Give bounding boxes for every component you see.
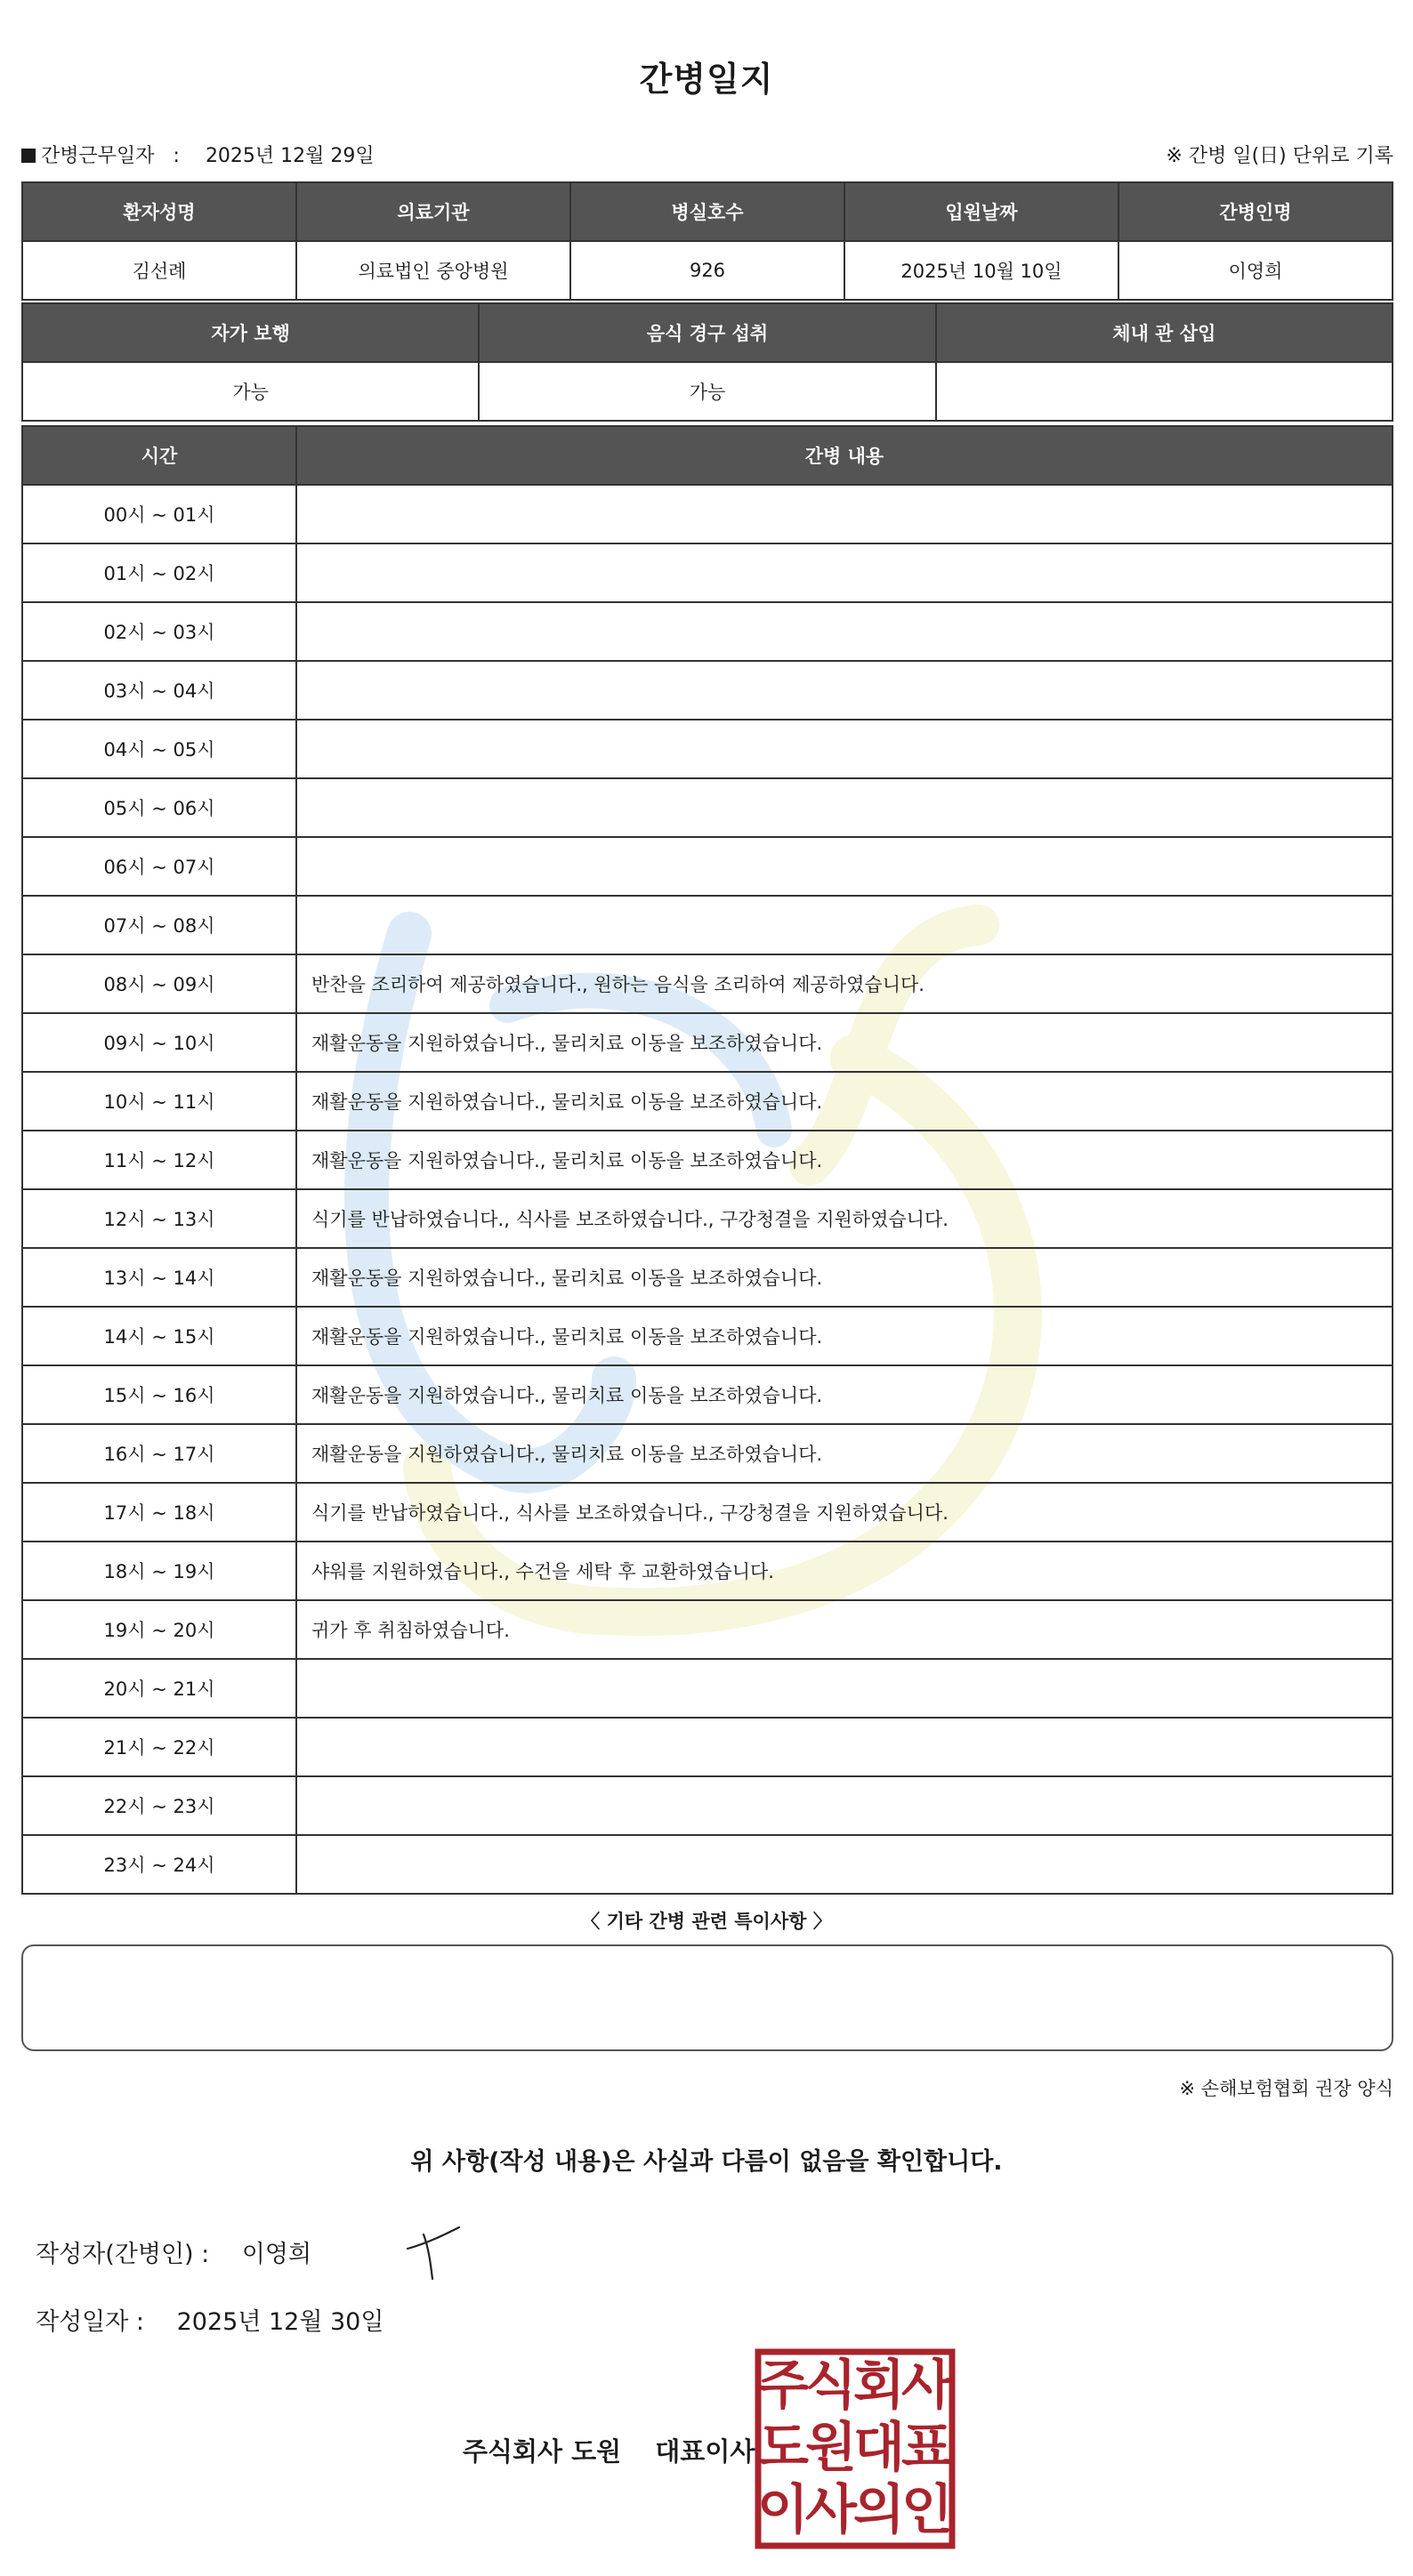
notes-box (21, 1944, 1393, 2051)
work-date-label: 간병근무일자 (41, 145, 155, 167)
seal-character: 의 (853, 2479, 905, 2541)
time-slot: 03시 ~ 04시 (22, 661, 296, 720)
table-row (22, 1659, 1393, 1718)
header-patient-name: 환자성명 (22, 182, 296, 241)
care-content (296, 543, 1393, 602)
header-self-walking: 자가 보행 (22, 303, 479, 362)
time-slot: 09시 ~ 10시 (22, 1013, 296, 1072)
time-slot: 21시 ~ 22시 (22, 1718, 296, 1776)
status-header-row (22, 303, 1393, 362)
time-slot: 12시 ~ 13시 (22, 1189, 296, 1248)
care-content: 반찬을 조리하여 제공하였습니다., 원하는 음식을 조리하여 제공하였습니다. (296, 954, 1393, 1013)
table-row (22, 1424, 1393, 1483)
time-slot: 22시 ~ 23시 (22, 1776, 296, 1835)
care-content (296, 485, 1393, 543)
admission-date: 2025년 10월 10일 (844, 241, 1118, 300)
form-note: ※ 손해보험협회 권장 양식 (1179, 2078, 1393, 2099)
table-row (22, 1483, 1393, 1542)
writer-label: 작성자(간병인) : (36, 2241, 210, 2268)
care-log-table (21, 425, 1393, 1895)
care-log-body (22, 485, 1393, 1894)
care-content: 귀가 후 취침하였습니다. (296, 1600, 1393, 1659)
header-institution: 의료기관 (296, 182, 570, 241)
seal-character: 원 (805, 2417, 857, 2479)
care-content (296, 1718, 1393, 1776)
time-slot: 04시 ~ 05시 (22, 720, 296, 778)
writer-name: 이영희 (241, 2241, 312, 2268)
care-content (296, 720, 1393, 778)
time-slot: 06시 ~ 07시 (22, 837, 296, 896)
time-slot: 11시 ~ 12시 (22, 1131, 296, 1189)
seal-character: 도 (757, 2417, 809, 2479)
time-slot: 05시 ~ 06시 (22, 778, 296, 837)
patient-info-header-row (22, 182, 1393, 241)
table-row (22, 1131, 1393, 1189)
square-bullet-icon (21, 149, 36, 163)
care-content (296, 1659, 1393, 1718)
seal-character: 대 (853, 2417, 905, 2479)
written-date-value: 2025년 12월 30일 (176, 2308, 384, 2336)
time-slot: 18시 ~ 19시 (22, 1542, 296, 1600)
patient-info-value-row (22, 241, 1393, 300)
room-number: 926 (570, 241, 844, 300)
care-content (296, 1776, 1393, 1835)
time-slot: 23시 ~ 24시 (22, 1835, 296, 1894)
seal-character: 식 (805, 2355, 857, 2417)
seal-character: 회 (853, 2355, 905, 2417)
header-time: 시간 (22, 426, 296, 485)
work-date-row (21, 141, 375, 168)
care-log-header-row (22, 426, 1393, 485)
care-content: 재활운동을 지원하였습니다., 물리치료 이동을 보조하였습니다. (296, 1424, 1393, 1483)
header-room-number: 병실호수 (570, 182, 844, 241)
seal-character: 사 (901, 2355, 953, 2417)
written-date-label: 작성일자 : (36, 2308, 145, 2336)
table-row (22, 1365, 1393, 1424)
seal-character: 이 (757, 2479, 809, 2541)
oral-intake-value: 가능 (479, 362, 935, 421)
table-row (22, 1013, 1393, 1072)
status-value-row (22, 362, 1393, 421)
confirmation-statement: 위 사항(작성 내용)은 사실과 다름이 없음을 확인합니다. (410, 2148, 1003, 2176)
table-row (22, 1600, 1393, 1659)
institution: 의료법인 중앙병원 (296, 241, 570, 300)
company-seal (755, 2348, 956, 2549)
care-content: 재활운동을 지원하였습니다., 물리치료 이동을 보조하였습니다. (296, 1013, 1393, 1072)
table-row (22, 543, 1393, 602)
work-date-separator: : (173, 145, 180, 167)
care-content: 재활운동을 지원하였습니다., 물리치료 이동을 보조하였습니다. (296, 1365, 1393, 1424)
seal-character: 주 (757, 2355, 809, 2417)
time-slot: 07시 ~ 08시 (22, 896, 296, 954)
time-slot: 14시 ~ 15시 (22, 1307, 296, 1365)
time-slot: 02시 ~ 03시 (22, 602, 296, 661)
representative-title: 대표이사 (655, 2436, 755, 2467)
care-content (296, 837, 1393, 896)
table-row (22, 1072, 1393, 1131)
unit-note: ※ 간병 일(日) 단위로 기록 (1166, 145, 1393, 167)
patient-status-table (21, 302, 1393, 422)
care-content: 재활운동을 지원하였습니다., 물리치료 이동을 보조하였습니다. (296, 1131, 1393, 1189)
table-row (22, 954, 1393, 1013)
seal-character: 인 (901, 2479, 953, 2541)
header-oral-intake: 음식 경구 섭취 (479, 303, 935, 362)
work-date-value: 2025년 12월 29일 (205, 145, 375, 167)
table-row (22, 1307, 1393, 1365)
notes-title: 〈 기타 간병 관련 특이사항 〉 (581, 1911, 832, 1932)
table-row (22, 661, 1393, 720)
table-row (22, 1189, 1393, 1248)
company-name: 주식회사 도원 (463, 2436, 622, 2467)
time-slot: 08시 ~ 09시 (22, 954, 296, 1013)
company-row (463, 2432, 755, 2468)
table-row (22, 602, 1393, 661)
patient-name: 김선례 (22, 241, 296, 300)
time-slot: 20시 ~ 21시 (22, 1659, 296, 1718)
time-slot: 19시 ~ 20시 (22, 1600, 296, 1659)
writer-row (36, 2234, 311, 2269)
seal-character: 사 (805, 2479, 857, 2541)
time-slot: 01시 ~ 02시 (22, 543, 296, 602)
header-care-content: 간병 내용 (296, 426, 1393, 485)
written-date-row (36, 2302, 384, 2337)
header-admission-date: 입원날짜 (844, 182, 1118, 241)
table-row (22, 720, 1393, 778)
time-slot: 17시 ~ 18시 (22, 1483, 296, 1542)
caregiver-name: 이영희 (1118, 241, 1393, 300)
table-row (22, 485, 1393, 543)
header-tube-insertion: 체내 관 삽입 (936, 303, 1393, 362)
care-content (296, 778, 1393, 837)
care-content: 재활운동을 지원하였습니다., 물리치료 이동을 보조하였습니다. (296, 1248, 1393, 1307)
table-row (22, 1718, 1393, 1776)
table-row (22, 1835, 1393, 1894)
table-row (22, 1248, 1393, 1307)
care-content (296, 896, 1393, 954)
document-title: 간병일지 (639, 60, 774, 99)
care-content: 식기를 반납하였습니다., 식사를 보조하였습니다., 구강청결을 지원하였습니다. (296, 1483, 1393, 1542)
table-row (22, 1542, 1393, 1600)
tube-insertion-value (936, 362, 1393, 421)
care-content: 식기를 반납하였습니다., 식사를 보조하였습니다., 구강청결을 지원하였습니다. (296, 1189, 1393, 1248)
care-content: 재활운동을 지원하였습니다., 물리치료 이동을 보조하였습니다. (296, 1307, 1393, 1365)
care-content (296, 1835, 1393, 1894)
care-content: 샤워를 지원하였습니다., 수건을 세탁 후 교환하였습니다. (296, 1542, 1393, 1600)
table-row (22, 837, 1393, 896)
time-slot: 10시 ~ 11시 (22, 1072, 296, 1131)
patient-info-table (21, 181, 1393, 301)
care-content (296, 602, 1393, 661)
time-slot: 16시 ~ 17시 (22, 1424, 296, 1483)
time-slot: 00시 ~ 01시 (22, 485, 296, 543)
seal-character: 표 (901, 2417, 953, 2479)
table-row (22, 778, 1393, 837)
table-row (22, 896, 1393, 954)
table-row (22, 1776, 1393, 1835)
header-caregiver-name: 간병인명 (1118, 182, 1393, 241)
self-walking-value: 가능 (22, 362, 479, 421)
handwritten-signature (400, 2222, 472, 2284)
time-slot: 13시 ~ 14시 (22, 1248, 296, 1307)
time-slot: 15시 ~ 16시 (22, 1365, 296, 1424)
care-content (296, 661, 1393, 720)
care-content: 재활운동을 지원하였습니다., 물리치료 이동을 보조하였습니다. (296, 1072, 1393, 1131)
